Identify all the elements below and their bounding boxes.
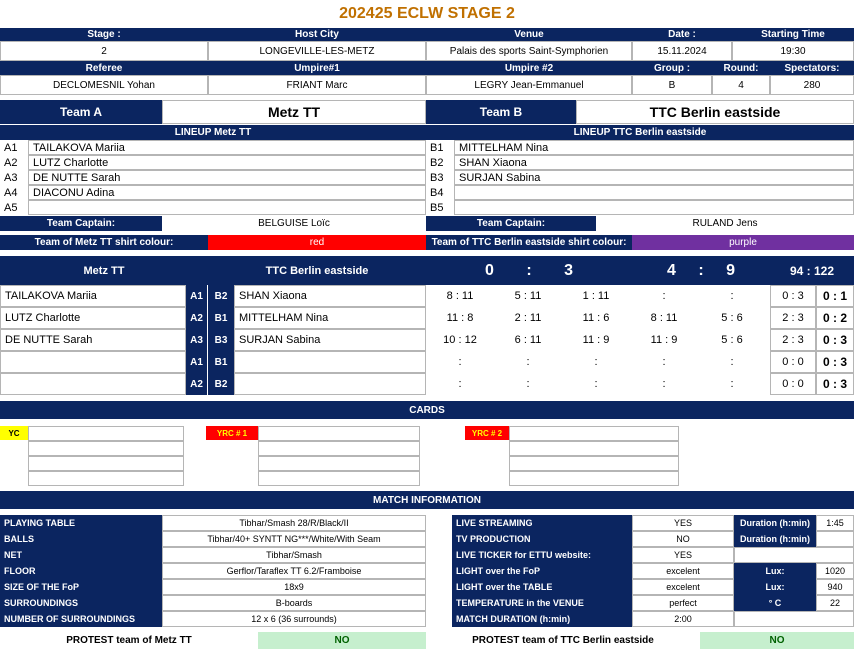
player-name — [454, 200, 854, 215]
protest-a-value: NO — [258, 632, 426, 649]
info-value: Tibhar/Smash 28/R/Black/II — [162, 515, 426, 531]
set-result: : — [662, 290, 666, 302]
page-title: 202425 ECLW STAGE 2 — [339, 5, 515, 22]
game-pos-b: B3 — [208, 329, 234, 351]
card-entry — [28, 426, 184, 441]
info-label: LIGHT over the FoP — [452, 563, 632, 579]
card-entry — [258, 456, 420, 471]
info-sub-value: 1:45 — [816, 515, 854, 531]
info-label: FLOOR — [0, 563, 162, 579]
header-label: Starting Time — [732, 28, 854, 41]
cards-title: CARDS — [0, 401, 854, 419]
set-result: 11 : 6 — [582, 312, 610, 324]
game-pos-a: A2 — [186, 373, 207, 395]
team-a-name: Metz TT — [162, 100, 426, 124]
set-result: : — [458, 356, 462, 368]
player-name: SHAN Xiaona — [454, 155, 854, 170]
protest-b-label: PROTEST team of TTC Berlin eastside — [472, 635, 654, 646]
info-sub-value: 22 — [816, 595, 854, 611]
set-result: 6 : 11 — [514, 334, 542, 346]
set-result: 11 : 8 — [446, 312, 474, 324]
info-label: NUMBER OF SURROUNDINGS — [0, 611, 162, 627]
info-sub-label: Lux: — [734, 563, 816, 579]
captain-label: Team Captain: — [426, 216, 596, 231]
player-name: MITTELHAM Nina — [454, 140, 854, 155]
score-team-a: Metz TT — [0, 256, 208, 285]
set-result: : — [730, 356, 734, 368]
game-player-b: SURJAN Sabina — [234, 329, 426, 351]
game-match-score: 0 : 3 — [816, 329, 854, 351]
game-player-a: LUTZ Charlotte — [0, 307, 186, 329]
header-label: Umpire #2 — [426, 61, 632, 75]
card-entry — [258, 471, 420, 486]
score-team-b: TTC Berlin eastside — [208, 256, 426, 285]
card-entry — [509, 456, 679, 471]
set-result: : — [526, 356, 530, 368]
game-pos-a: A1 — [186, 285, 207, 307]
info-value: perfect — [632, 595, 734, 611]
info-label: MATCH DURATION (h:min) — [452, 611, 632, 627]
game-set-score: 2 : 3 — [770, 307, 816, 329]
player-pos: A2 — [4, 156, 18, 169]
captain: BELGUISE Loïc — [258, 218, 330, 229]
player-pos: B3 — [430, 171, 444, 184]
card-entry — [28, 471, 184, 486]
protest-a-label: PROTEST team of Metz TT — [66, 635, 192, 646]
info-label: BALLS — [0, 531, 162, 547]
set-result: 5 : 6 — [721, 334, 743, 346]
player-name — [454, 185, 854, 200]
info-label: NET — [0, 547, 162, 563]
info-sub-value: 1020 — [816, 563, 854, 579]
card-entry — [28, 441, 184, 456]
header-value: Palais des sports Saint-Symphorien — [426, 41, 632, 61]
match-info-title: MATCH INFORMATION — [0, 491, 854, 509]
set-result: : — [458, 378, 462, 390]
player-pos: B2 — [430, 156, 444, 169]
player-name: SURJAN Sabina — [454, 170, 854, 185]
card-entry — [509, 426, 679, 441]
info-sub-value — [734, 547, 854, 563]
game-pos-b: B2 — [208, 373, 234, 395]
header-label: Stage : — [0, 28, 208, 41]
game-match-score: 0 : 2 — [816, 307, 854, 329]
set-result: 1 : 11 — [582, 290, 610, 302]
protest-b-value: NO — [700, 632, 854, 649]
info-sub-value: 940 — [816, 579, 854, 595]
info-label: LIVE TICKER for ETTU website: — [452, 547, 632, 563]
header-value: 4 — [712, 75, 770, 95]
game-pos-b: B1 — [208, 307, 234, 329]
player-pos: B5 — [430, 201, 444, 214]
info-sub-label: Duration (h:min) — [734, 515, 816, 531]
set-result: 11 : 9 — [582, 334, 610, 346]
game-player-a — [0, 351, 186, 373]
set-result: 8 : 11 — [650, 312, 678, 324]
card-entry — [258, 441, 420, 456]
info-label: TV PRODUCTION — [452, 531, 632, 547]
header-value: 15.11.2024 — [632, 41, 732, 61]
game-pos-b: B2 — [208, 285, 234, 307]
game-player-b: SHAN Xiaona — [234, 285, 426, 307]
header-label: Date : — [632, 28, 732, 41]
shirt-label: Team of Metz TT shirt colour: — [0, 235, 208, 250]
header-label: Round: — [712, 61, 770, 75]
yc-label: YC — [0, 426, 28, 440]
info-value: excelent — [632, 579, 734, 595]
game-set-score: 2 : 3 — [770, 329, 816, 351]
header-value: 19:30 — [732, 41, 854, 61]
set-result: 10 : 12 — [443, 334, 477, 346]
header-label: Referee — [0, 61, 208, 75]
info-sub-label: Lux: — [734, 579, 816, 595]
game-player-a: DE NUTTE Sarah — [0, 329, 186, 351]
set-result: : — [594, 378, 598, 390]
header-value: FRIANT Marc — [208, 75, 426, 95]
card-entry — [28, 456, 184, 471]
header-label: Spectators: — [770, 61, 854, 75]
card-entry — [258, 426, 420, 441]
info-value: 18x9 — [162, 579, 426, 595]
game-set-score: 0 : 0 — [770, 351, 816, 373]
info-label: PLAYING TABLE — [0, 515, 162, 531]
info-value: 12 x 6 (36 surrounds) — [162, 611, 426, 627]
set-result: 2 : 11 — [514, 312, 542, 324]
shirt-label: Team of TTC Berlin eastside shirt colour: — [426, 235, 632, 250]
info-value: YES — [632, 515, 734, 531]
point-score: 94 : 122 — [770, 256, 854, 285]
player-pos: A1 — [4, 141, 18, 154]
game-player-b — [234, 351, 426, 373]
game-pos-b: B1 — [208, 351, 234, 373]
game-player-b: MITTELHAM Nina — [234, 307, 426, 329]
lineup-title: LINEUP TTC Berlin eastside — [426, 125, 854, 140]
info-value: YES — [632, 547, 734, 563]
game-pos-a: A3 — [186, 329, 207, 351]
info-value: Tibhar/40+ SYNTT NG***/White/With Seam — [162, 531, 426, 547]
team-b-label: Team B — [426, 100, 576, 124]
game-set-score: 0 : 3 — [770, 285, 816, 307]
game-match-score: 0 : 1 — [816, 285, 854, 307]
shirt-colour: purple — [632, 235, 854, 250]
info-value: Gerflor/Taraflex TT 6.2/Framboise — [162, 563, 426, 579]
player-pos: B4 — [430, 186, 444, 199]
info-sub-value — [816, 531, 854, 547]
header-value: 280 — [770, 75, 854, 95]
game-pos-a: A2 — [186, 307, 207, 329]
card-entry — [509, 471, 679, 486]
game-player-a: TAILAKOVA Mariia — [0, 285, 186, 307]
set-result: : — [730, 290, 734, 302]
set-result: : — [662, 356, 666, 368]
player-pos: A5 — [4, 201, 18, 214]
game-player-b — [234, 373, 426, 395]
header-value: DECLOMESNIL Yohan — [0, 75, 208, 95]
captain: RULAND Jens — [692, 218, 758, 229]
info-value: B-boards — [162, 595, 426, 611]
set-result: 11 : 9 — [650, 334, 678, 346]
player-name: TAILAKOVA Mariia — [28, 140, 426, 155]
header-label: Host City — [208, 28, 426, 41]
player-pos: A3 — [4, 171, 18, 184]
card-entry — [509, 441, 679, 456]
game-set-score: 0 : 0 — [770, 373, 816, 395]
player-pos: A4 — [4, 186, 18, 199]
info-sub-value — [734, 611, 854, 627]
game-match-score: 0 : 3 — [816, 351, 854, 373]
header-value: B — [632, 75, 712, 95]
set-result: 8 : 11 — [446, 290, 474, 302]
yrc1-label: YRC # 1 — [206, 426, 258, 440]
set-result: 5 : 11 — [514, 290, 542, 302]
header-label: Umpire#1 — [208, 61, 426, 75]
header-value: LEGRY Jean-Emmanuel — [426, 75, 632, 95]
player-name: DIACONU Adina — [28, 185, 426, 200]
info-label: LIVE STREAMING — [452, 515, 632, 531]
info-label: SIZE OF THE FoP — [0, 579, 162, 595]
game-player-a — [0, 373, 186, 395]
team-a-label: Team A — [0, 100, 162, 124]
shirt-colour: red — [208, 235, 426, 250]
info-label: LIGHT over the TABLE — [452, 579, 632, 595]
set-score: 4 : 9 — [632, 256, 770, 285]
set-result: : — [662, 378, 666, 390]
set-result: : — [594, 356, 598, 368]
info-label: SURROUNDINGS — [0, 595, 162, 611]
match-score: 0 : 3 — [426, 256, 632, 285]
player-name: DE NUTTE Sarah — [28, 170, 426, 185]
set-result: 5 : 6 — [721, 312, 743, 324]
game-pos-a: A1 — [186, 351, 207, 373]
set-result: : — [730, 378, 734, 390]
header-value: LONGEVILLE-LES-METZ — [208, 41, 426, 61]
info-sub-label: ° C — [734, 595, 816, 611]
header-value: 2 — [0, 41, 208, 61]
player-name: LUTZ Charlotte — [28, 155, 426, 170]
info-value: 2:00 — [632, 611, 734, 627]
team-b-name: TTC Berlin eastside — [576, 100, 854, 124]
game-match-score: 0 : 3 — [816, 373, 854, 395]
player-name — [28, 200, 426, 215]
info-label: TEMPERATURE in the VENUE — [452, 595, 632, 611]
captain-label: Team Captain: — [0, 216, 162, 231]
lineup-title: LINEUP Metz TT — [0, 125, 426, 140]
info-sub-label: Duration (h:min) — [734, 531, 816, 547]
yrc2-label: YRC # 2 — [465, 426, 509, 440]
set-result: : — [526, 378, 530, 390]
header-label: Venue — [426, 28, 632, 41]
player-pos: B1 — [430, 141, 444, 154]
info-value: excelent — [632, 563, 734, 579]
info-value: Tibhar/Smash — [162, 547, 426, 563]
header-label: Group : — [632, 61, 712, 75]
info-value: NO — [632, 531, 734, 547]
